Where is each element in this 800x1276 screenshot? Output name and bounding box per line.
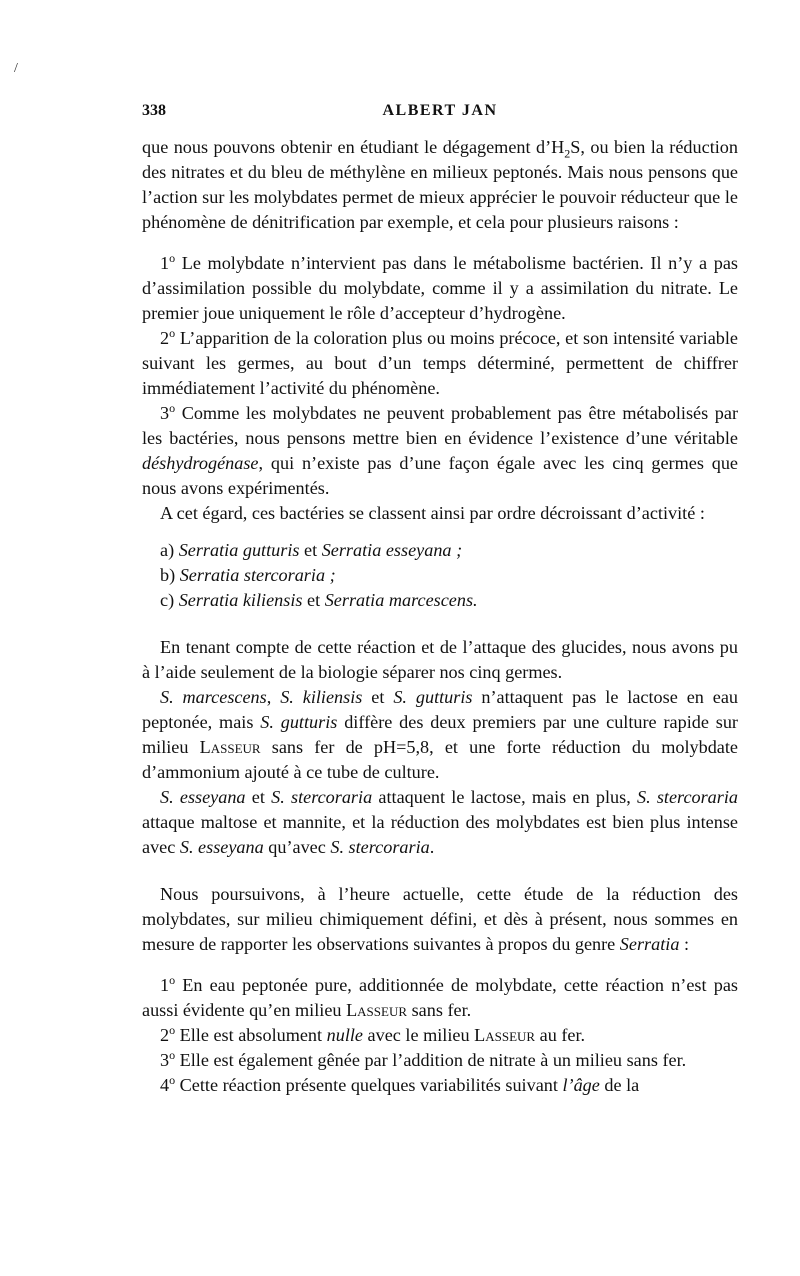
paragraph-glucides — [142, 635, 738, 685]
italic-term: nulle — [326, 1025, 363, 1045]
text-run: diffère des deux premiers par une culture rapide sur milieu — [142, 712, 738, 757]
text-run: sans fer de pH=5,8, et une forte réduction du molybdate d’ammonium ajouté à ce tube de culture. — [142, 737, 738, 782]
list-label: b) — [160, 565, 180, 585]
species-name: Serratia kiliensis — [178, 590, 303, 610]
genus-name: Serratia — [619, 934, 680, 954]
text-run: et — [299, 540, 322, 560]
paragraph-point-3 — [142, 401, 738, 501]
species-name: S. stercoraria — [330, 837, 430, 857]
paragraph-observation-3 — [142, 1048, 738, 1073]
list-item — [142, 538, 738, 563]
degree-mark: o — [169, 1047, 176, 1062]
text-run: , qui n’existe pas d’une façon égale avec les cinq germes que nous avons expérimentés. — [142, 453, 738, 498]
list-number: 2 — [160, 328, 170, 348]
paragraph-observation-1 — [142, 973, 738, 1023]
subscript: 2 — [564, 146, 571, 161]
paragraph-1 — [142, 135, 738, 235]
species-name: S. stercoraria — [636, 787, 739, 807]
list-number: 2 — [160, 1025, 170, 1045]
running-head — [142, 98, 738, 122]
species-name: Serratia gutturis — [178, 540, 300, 560]
degree-mark: o — [169, 400, 176, 415]
list-number: 4 — [160, 1075, 170, 1095]
text-run: Cette réaction présente quelques variabilités suivant — [175, 1075, 563, 1095]
species-name: S. kiliensis — [280, 687, 363, 707]
page-number: 338 — [142, 102, 166, 119]
text-run: , — [266, 687, 281, 707]
paragraph-point-2 — [142, 326, 738, 401]
species-name: S. esseyana — [160, 787, 246, 807]
species-name: S. stercoraria — [271, 787, 373, 807]
ranking-list — [142, 538, 738, 613]
italic-term: l’âge — [562, 1075, 600, 1095]
paragraph-observation-2 — [142, 1023, 738, 1048]
list-number: 3 — [160, 1050, 170, 1070]
text-run: qu’avec — [263, 837, 331, 857]
degree-mark: o — [169, 1022, 176, 1037]
species-name: Serratia esseyana — [321, 540, 452, 560]
list-label: a) — [160, 540, 179, 560]
paragraph-lactose — [142, 685, 738, 785]
text-run: de la — [599, 1075, 640, 1095]
paragraph-observations — [142, 882, 738, 957]
list-number: 3 — [160, 403, 170, 423]
species-name: S. marcescens — [160, 687, 267, 707]
degree-mark: o — [169, 972, 176, 987]
text-run: au fer. — [535, 1025, 586, 1045]
text-run: En tenant compte de cette réaction et de l’attaque des glucides, nous avons pu à l’aide seulement de la biologie séparer nos cinq germes. — [142, 637, 738, 682]
text-run: S, ou bien la réduction des nitrates et du bleu de méthylène en milieux peptonés. Mais nous pensons que l’action sur les molybdates permet de mieux apprécier le pouvoir réducteur que le phénomène de dénitrification par exemple, et cela pour plusieurs raisons : — [142, 137, 738, 232]
text-run: attaquent le lactose, mais en plus, — [372, 787, 637, 807]
list-number: 1 — [160, 253, 170, 273]
species-name: Serratia marcescens — [324, 590, 474, 610]
species-name: S. gutturis — [260, 712, 338, 732]
small-caps-name: Lasseur — [346, 1000, 408, 1020]
text-run: sans fer. — [407, 1000, 472, 1020]
margin-mark: / — [14, 61, 18, 76]
text-run: . — [473, 590, 478, 610]
text-run: attaque maltose et mannite, et la réduction des molybdates est bien plus intense avec — [142, 812, 738, 857]
text-run: et — [362, 687, 394, 707]
italic-term: déshydrogénase — [142, 453, 259, 473]
paragraph-ranking-intro — [142, 501, 738, 526]
text-run: ; — [451, 540, 463, 560]
paragraph-observation-4 — [142, 1073, 738, 1098]
text-run: Elle est absolument — [175, 1025, 327, 1045]
text-run: Comme les molybdates ne peuvent probablement pas être métabolisés par les bactéries, nous pensons mettre bien en évidence l’existence d’une véritable — [142, 403, 738, 448]
species-name: S. esseyana — [179, 837, 264, 857]
paragraph-maltose — [142, 785, 738, 860]
text-run: n’attaquent pas le lactose en eau peptonée, mais — [142, 687, 739, 732]
degree-mark: o — [169, 250, 176, 265]
text-run: et — [302, 590, 325, 610]
degree-mark: o — [169, 1072, 176, 1087]
text-run: : — [679, 934, 690, 954]
text-run: et — [245, 787, 272, 807]
list-item — [142, 563, 738, 588]
text-run: Nous poursuivons, à l’heure actuelle, cette étude de la réduction des molybdates, sur milieu chimiquement défini, et dès à présent, nous sommes en mesure de rapporter les observations suivantes à propos du genre — [142, 884, 738, 954]
list-item — [142, 588, 738, 613]
list-number: 1 — [160, 975, 170, 995]
list-label: c) — [160, 590, 179, 610]
text-run: A cet égard, ces bactéries se classent ainsi par ordre décroissant d’activité : — [160, 503, 705, 523]
small-caps-name: Lasseur — [199, 737, 261, 757]
text-run: En eau peptonée pure, additionnée de molybdate, cette réaction n’est pas aussi évidente qu’en milieu — [142, 975, 738, 1020]
text-run: avec le milieu — [363, 1025, 475, 1045]
text-run: que nous pouvons obtenir en étudiant le dégagement d’H — [142, 137, 565, 157]
running-head-author: ALBERT JAN — [382, 102, 498, 119]
text-body — [142, 135, 738, 1098]
text-run: L’apparition de la coloration plus ou moins précoce, et son intensité variable suivant les germes, au bout d’un temps déterminé, permettent de chiffrer immédiatement l’activité du phénomène. — [142, 328, 738, 398]
species-name: S. gutturis — [393, 687, 473, 707]
paragraph-point-1 — [142, 251, 738, 326]
text-run: Le molybdate n’intervient pas dans le métabolisme bactérien. Il n’y a pas d’assimilation possible du molybdate, comme il y a assimilation du nitrate. Le premier joue uniquement le rôle d’accepteur d’hydrogène. — [142, 253, 738, 323]
text-run: ; — [325, 565, 336, 585]
text-run: . — [429, 837, 435, 857]
degree-mark: o — [169, 325, 176, 340]
text-run: Elle est également gênée par l’addition de nitrate à un milieu sans fer. — [175, 1050, 687, 1070]
small-caps-name: Lasseur — [474, 1025, 536, 1045]
species-name: Serratia stercoraria — [179, 565, 326, 585]
